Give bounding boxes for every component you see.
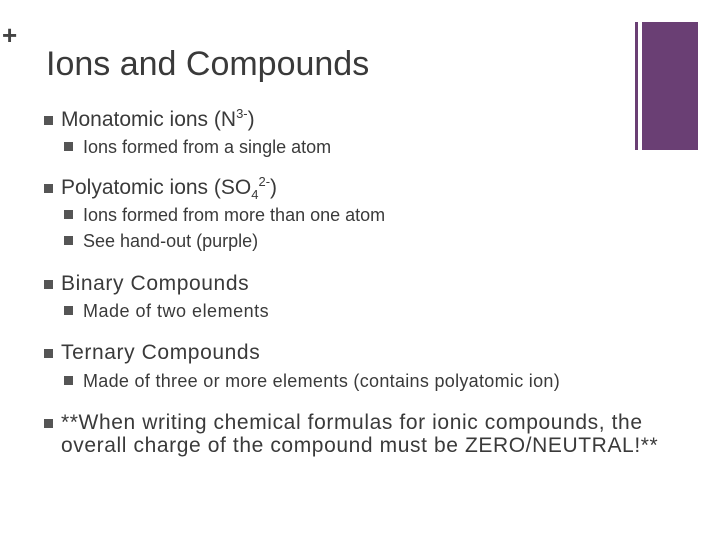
sub-bullet-two-elements <box>64 300 269 322</box>
sub-bullet-text: See hand-out (purple) <box>83 231 259 251</box>
bullet-square-icon <box>44 184 53 193</box>
bullet-square-icon <box>44 116 53 125</box>
sub-bullet-handout <box>64 230 258 252</box>
bullet-ternary-compounds <box>44 341 260 365</box>
sub-bullet-single-atom <box>64 136 331 158</box>
bullet-square-icon <box>64 142 73 151</box>
accent-bar-thin <box>635 22 638 150</box>
bullet-square-icon <box>64 376 73 385</box>
bullet-text: Monatomic ions $(N^{3-})$ <box>61 106 255 131</box>
sub-bullet-text: Made of two elements <box>83 301 270 321</box>
bullet-square-icon <box>44 419 53 428</box>
bullet-square-icon <box>44 349 53 358</box>
accent-bar-block <box>642 22 698 150</box>
slide-title: Ions and Compounds <box>46 45 370 83</box>
plus-symbol: + <box>2 20 18 50</box>
sub-bullet-more-than-one-atom <box>64 204 385 226</box>
bullet-square-icon <box>64 306 73 315</box>
bullet-monatomic-ions <box>44 108 255 132</box>
sub-bullet-text: Ions formed from more than one atom <box>83 205 386 225</box>
bullet-square-icon <box>44 280 53 289</box>
sub-bullet-text: Made of three or more elements (contains polyatomic ion) <box>83 371 561 391</box>
bullet-charge-note <box>44 411 661 457</box>
bullet-square-icon <box>64 210 73 219</box>
sub-bullet-three-or-more <box>64 370 560 392</box>
sub-bullet-text: Ions formed from a single atom <box>83 137 332 157</box>
bullet-text: Binary Compounds <box>61 272 250 295</box>
bullet-binary-compounds <box>44 272 249 296</box>
bullet-polyatomic-ions <box>44 174 278 203</box>
bullet-square-icon <box>64 236 73 245</box>
bullet-text: **When writing chemical formulas for ionic compounds, the overall charge of the compound must be ZERO/NEUTRAL!** <box>61 411 659 457</box>
bullet-text: Ternary Compounds <box>61 341 261 364</box>
bullet-text: Polyatomic ions $(SO_4^{2-})$ <box>61 174 278 203</box>
